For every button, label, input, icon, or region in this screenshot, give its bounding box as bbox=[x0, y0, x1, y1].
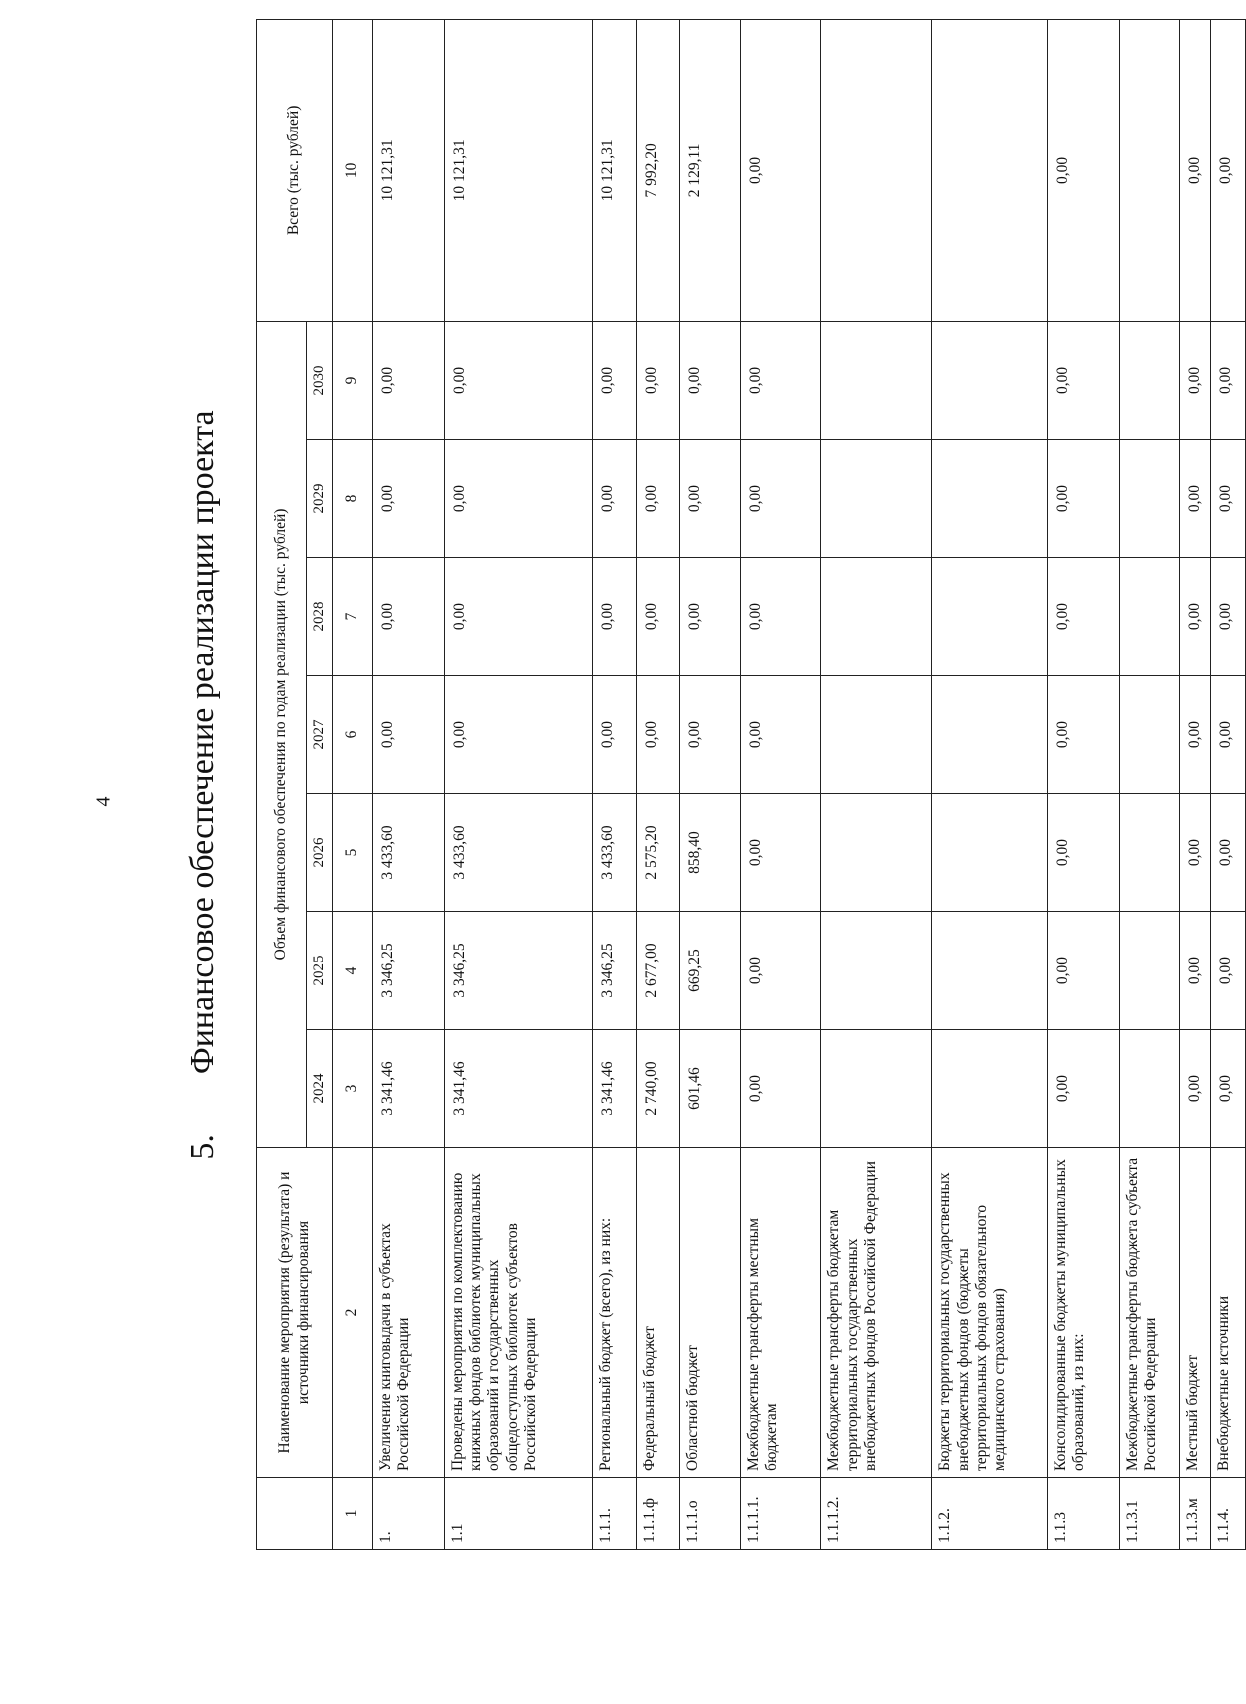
row-year-value: 0,00 bbox=[373, 321, 445, 439]
row-year-value: 0,00 bbox=[740, 794, 821, 912]
row-code: 1.1.4. bbox=[1211, 1478, 1246, 1550]
row-year-value: 0,00 bbox=[1211, 558, 1246, 676]
table-row bbox=[636, 19, 680, 1549]
rotated-page-content bbox=[168, 20, 1235, 1550]
row-code: 1.1.3 bbox=[1047, 1478, 1119, 1550]
header-year-2026: 2026 bbox=[307, 794, 333, 912]
row-year-value: 3 433,60 bbox=[373, 794, 445, 912]
row-year-value bbox=[821, 912, 932, 1030]
row-year-value: 0,00 bbox=[592, 321, 636, 439]
row-total-value: 2 129,11 bbox=[680, 19, 740, 321]
row-year-value: 0,00 bbox=[740, 1030, 821, 1148]
row-code: 1. bbox=[373, 1478, 445, 1550]
row-year-value: 858,40 bbox=[680, 794, 740, 912]
row-name: Бюджеты территориальных государственных внебюджетных фондов (бюджеты территориальных фондов обязательного медицинского страхования) bbox=[932, 1148, 1048, 1478]
row-name: Консолидированные бюджеты муниципальных образований, из них: bbox=[1047, 1148, 1119, 1478]
row-year-value: 0,00 bbox=[444, 558, 592, 676]
header-col-1 bbox=[257, 1478, 333, 1550]
row-total-value: 0,00 bbox=[1211, 19, 1246, 321]
row-name: Межбюджетные трансферты местным бюджетам bbox=[740, 1148, 821, 1478]
header-volume-group: Объем финансового обеспечения по годам реализации (тыс. рублей) bbox=[257, 321, 307, 1147]
row-year-value: 0,00 bbox=[444, 321, 592, 439]
row-year-value: 0,00 bbox=[1047, 1030, 1119, 1148]
row-code: 1.1.2. bbox=[932, 1478, 1048, 1550]
row-year-value bbox=[821, 1030, 932, 1148]
section-heading bbox=[168, 20, 238, 1550]
row-year-value: 0,00 bbox=[636, 676, 680, 794]
row-year-value bbox=[1119, 912, 1179, 1030]
row-year-value: 0,00 bbox=[1179, 676, 1211, 794]
row-year-value: 3 346,25 bbox=[444, 912, 592, 1030]
row-code: 1.1.1.2. bbox=[821, 1478, 932, 1550]
row-year-value: 0,00 bbox=[1211, 794, 1246, 912]
column-number: 10 bbox=[333, 19, 373, 321]
row-year-value: 669,25 bbox=[680, 912, 740, 1030]
row-year-value: 3 433,60 bbox=[444, 794, 592, 912]
header-name: Наименование мероприятия (результата) и источники финансирования bbox=[257, 1148, 333, 1478]
row-year-value: 0,00 bbox=[1211, 1030, 1246, 1148]
row-year-value bbox=[932, 1030, 1048, 1148]
row-year-value: 0,00 bbox=[1179, 558, 1211, 676]
column-number: 8 bbox=[333, 440, 373, 558]
row-name: Проведены мероприятия по комплектованию книжных фондов библиотек муниципальных образований и государственных общедоступных библиотек субъектов Российской Федерации bbox=[444, 1148, 592, 1478]
row-year-value bbox=[821, 321, 932, 439]
row-year-value: 0,00 bbox=[680, 558, 740, 676]
row-year-value: 0,00 bbox=[740, 558, 821, 676]
row-code: 1.1.1. bbox=[592, 1478, 636, 1550]
table-row bbox=[680, 19, 740, 1549]
row-total-value bbox=[932, 19, 1048, 321]
row-year-value: 0,00 bbox=[373, 676, 445, 794]
row-year-value: 0,00 bbox=[1047, 558, 1119, 676]
row-year-value bbox=[1119, 676, 1179, 794]
column-number: 1 bbox=[333, 1478, 373, 1550]
row-year-value: 0,00 bbox=[592, 558, 636, 676]
row-name: Межбюджетные трансферты бюджета субъекта Российской Федерации bbox=[1119, 1148, 1179, 1478]
row-total-value bbox=[1119, 19, 1179, 321]
row-year-value bbox=[821, 440, 932, 558]
row-total-value: 7 992,20 bbox=[636, 19, 680, 321]
column-number: 3 bbox=[333, 1030, 373, 1148]
row-year-value: 0,00 bbox=[740, 912, 821, 1030]
row-year-value: 0,00 bbox=[740, 321, 821, 439]
row-year-value: 0,00 bbox=[1211, 912, 1246, 1030]
row-year-value: 0,00 bbox=[373, 558, 445, 676]
row-year-value: 0,00 bbox=[636, 558, 680, 676]
table-row bbox=[821, 19, 932, 1549]
header-year-2029: 2029 bbox=[307, 440, 333, 558]
table-row bbox=[592, 19, 636, 1549]
row-name: Федеральный бюджет bbox=[636, 1148, 680, 1478]
row-year-value: 3 346,25 bbox=[373, 912, 445, 1030]
row-year-value: 3 341,46 bbox=[592, 1030, 636, 1148]
section-title: Финансовое обеспечение реализации проекта bbox=[184, 410, 221, 1075]
table-row bbox=[1211, 19, 1246, 1549]
row-total-value: 10 121,31 bbox=[444, 19, 592, 321]
row-year-value: 0,00 bbox=[592, 440, 636, 558]
row-year-value bbox=[932, 321, 1048, 439]
row-year-value: 0,00 bbox=[1047, 912, 1119, 1030]
page-number: 4 bbox=[92, 796, 115, 807]
row-year-value: 0,00 bbox=[740, 676, 821, 794]
column-number: 5 bbox=[333, 794, 373, 912]
row-year-value: 0,00 bbox=[444, 440, 592, 558]
column-number: 6 bbox=[333, 676, 373, 794]
row-year-value bbox=[932, 912, 1048, 1030]
column-number: 4 bbox=[333, 912, 373, 1030]
table-row bbox=[932, 19, 1048, 1549]
header-year-2025: 2025 bbox=[307, 912, 333, 1030]
row-code: 1.1.1.1. bbox=[740, 1478, 821, 1550]
row-name: Межбюджетные трансферты бюджетам территориальных государственных внебюджетных фондов Российской Федерации bbox=[821, 1148, 932, 1478]
row-year-value bbox=[1119, 321, 1179, 439]
header-year-2027: 2027 bbox=[307, 676, 333, 794]
row-year-value: 3 341,46 bbox=[444, 1030, 592, 1148]
row-name: Региональный бюджет (всего), из них: bbox=[592, 1148, 636, 1478]
row-year-value: 0,00 bbox=[680, 321, 740, 439]
table-row bbox=[1119, 19, 1179, 1549]
row-year-value bbox=[1119, 1030, 1179, 1148]
row-year-value: 0,00 bbox=[740, 440, 821, 558]
row-code: 1.1.3.м bbox=[1179, 1478, 1211, 1550]
row-year-value: 2 740,00 bbox=[636, 1030, 680, 1148]
row-total-value: 0,00 bbox=[740, 19, 821, 321]
row-year-value: 0,00 bbox=[444, 676, 592, 794]
header-year-2028: 2028 bbox=[307, 558, 333, 676]
row-year-value: 3 346,25 bbox=[592, 912, 636, 1030]
row-year-value bbox=[1119, 558, 1179, 676]
section-number: 5. bbox=[184, 1134, 221, 1160]
row-year-value: 601,46 bbox=[680, 1030, 740, 1148]
table-row bbox=[1179, 19, 1211, 1549]
row-total-value bbox=[821, 19, 932, 321]
row-year-value: 0,00 bbox=[1179, 321, 1211, 439]
row-name: Местный бюджет bbox=[1179, 1148, 1211, 1478]
row-year-value bbox=[932, 676, 1048, 794]
row-name: Внебюджетные источники bbox=[1211, 1148, 1246, 1478]
row-year-value bbox=[821, 676, 932, 794]
row-year-value: 3 341,46 bbox=[373, 1030, 445, 1148]
table-row bbox=[444, 19, 592, 1549]
row-year-value: 0,00 bbox=[680, 676, 740, 794]
row-year-value: 0,00 bbox=[1179, 440, 1211, 558]
row-year-value bbox=[932, 558, 1048, 676]
row-year-value bbox=[1119, 794, 1179, 912]
row-year-value: 3 433,60 bbox=[592, 794, 636, 912]
row-total-value: 0,00 bbox=[1179, 19, 1211, 321]
row-year-value bbox=[1119, 440, 1179, 558]
row-year-value bbox=[821, 558, 932, 676]
row-code: 1.1.3.1 bbox=[1119, 1478, 1179, 1550]
row-name: Увеличение книговыдачи в субъектах Российской Федерации bbox=[373, 1148, 445, 1478]
row-total-value: 0,00 bbox=[1047, 19, 1119, 321]
row-year-value bbox=[932, 440, 1048, 558]
row-year-value: 0,00 bbox=[1047, 321, 1119, 439]
row-year-value: 0,00 bbox=[1179, 912, 1211, 1030]
column-number: 9 bbox=[333, 321, 373, 439]
table-row bbox=[740, 19, 821, 1549]
table-row bbox=[373, 19, 445, 1549]
row-year-value: 0,00 bbox=[636, 321, 680, 439]
row-year-value: 0,00 bbox=[1179, 794, 1211, 912]
header-year-2024: 2024 bbox=[307, 1030, 333, 1148]
row-year-value bbox=[821, 794, 932, 912]
row-year-value: 0,00 bbox=[1211, 676, 1246, 794]
row-code: 1.1.1.о bbox=[680, 1478, 740, 1550]
financing-table bbox=[256, 19, 1246, 1550]
row-year-value: 2 575,20 bbox=[636, 794, 680, 912]
row-year-value: 0,00 bbox=[1211, 440, 1246, 558]
row-year-value: 0,00 bbox=[1179, 1030, 1211, 1148]
row-year-value: 0,00 bbox=[373, 440, 445, 558]
row-year-value bbox=[932, 794, 1048, 912]
row-year-value: 0,00 bbox=[1211, 321, 1246, 439]
row-year-value: 0,00 bbox=[636, 440, 680, 558]
row-code: 1.1.1.ф bbox=[636, 1478, 680, 1550]
row-total-value: 10 121,31 bbox=[373, 19, 445, 321]
row-year-value: 0,00 bbox=[1047, 440, 1119, 558]
header-total: Всего (тыс. рублей) bbox=[257, 19, 333, 321]
row-year-value: 0,00 bbox=[1047, 794, 1119, 912]
row-year-value: 0,00 bbox=[1047, 676, 1119, 794]
row-year-value: 2 677,00 bbox=[636, 912, 680, 1030]
row-total-value: 10 121,31 bbox=[592, 19, 636, 321]
row-year-value: 0,00 bbox=[592, 676, 636, 794]
row-code: 1.1 bbox=[444, 1478, 592, 1550]
header-year-2030: 2030 bbox=[307, 321, 333, 439]
table-row bbox=[1047, 19, 1119, 1549]
row-year-value: 0,00 bbox=[680, 440, 740, 558]
row-name: Областной бюджет bbox=[680, 1148, 740, 1478]
column-number: 2 bbox=[333, 1148, 373, 1478]
column-number: 7 bbox=[333, 558, 373, 676]
